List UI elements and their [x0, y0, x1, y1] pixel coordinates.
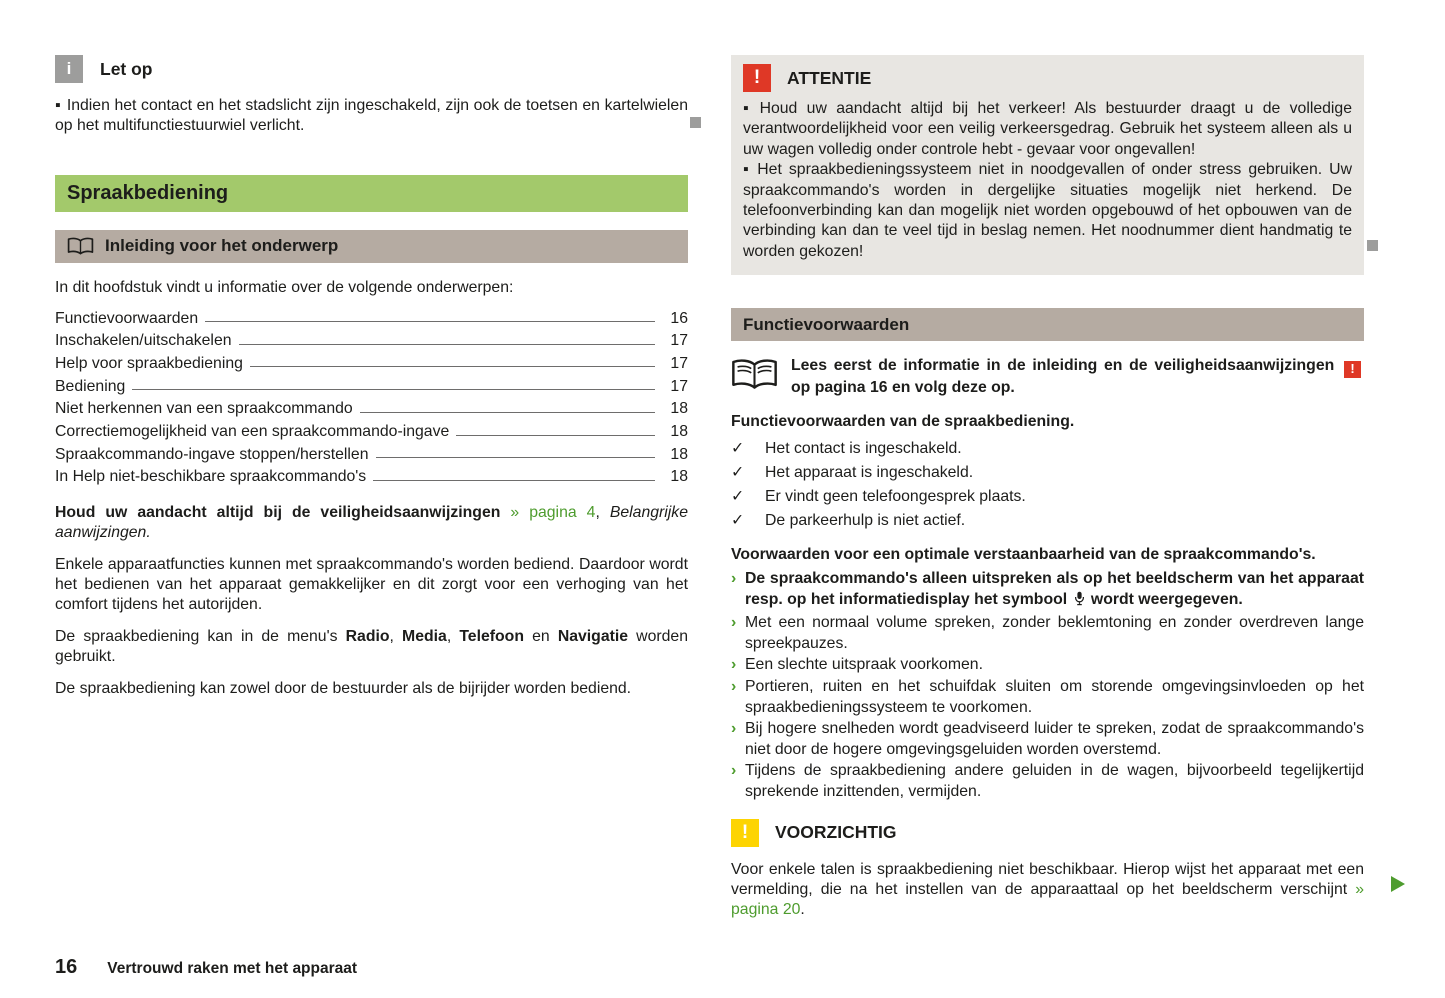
toc-page-number: 18	[670, 468, 688, 486]
page-footer	[55, 956, 357, 979]
tip-text	[745, 613, 1364, 654]
toc-page-number: 17	[670, 377, 688, 395]
tip-row	[731, 655, 1364, 676]
check-icon: ✓	[731, 512, 745, 530]
chapter-title: Vertrouwd raken met het apparaat	[107, 960, 358, 977]
toc-label: Functievoorwaarden	[55, 309, 199, 327]
text-segment: Portieren, ruiten en het schuifdak sluiten om storende omgevingsinvloeden op het spraakbedieningssysteem te voorkomen.	[745, 677, 1364, 716]
section-header: Spraakbediening	[55, 175, 688, 212]
text-segment: ,	[595, 503, 610, 521]
book-icon	[731, 358, 778, 390]
text-segment: Met een normaal volume spreken, zonder beklemtoning en zonder overdreven lange spreekpauzes.	[745, 614, 1364, 652]
section-end-marker	[1367, 240, 1378, 251]
toc-row	[55, 307, 688, 330]
note-header	[55, 55, 688, 83]
toc-label: Niet herkennen van een spraakcommando	[55, 400, 353, 418]
condition-row	[731, 509, 1364, 533]
functievoorwaarden-header-title: Functievoorwaarden	[743, 314, 910, 334]
text-segment: Voor enkele talen is spraakbediening niet beschikbaar. Hierop wijst het apparaat met een vermelding, die na het instellen van de apparaattaal op het beeldscherm verschijnt	[731, 860, 1364, 898]
info-icon: i	[55, 55, 83, 83]
text-segment: Bij hogere snelheden wordt geadviseerd luider te spreken, zodat de spraakcommando's niet door de hogere omgevingsgeluiden worden overstemd.	[745, 720, 1364, 758]
paragraph-menus	[55, 627, 688, 668]
toc-label: Help voor spraakbediening	[55, 354, 243, 372]
text-segment: Tijdens de spraakbediening andere geluiden in de wagen, bijvoorbeeld tegelijkertijd sprekende inzittenden, vermijden.	[745, 762, 1364, 800]
page-number: 16	[55, 956, 78, 978]
toc-row	[55, 375, 688, 398]
toc-page-number: 18	[670, 423, 688, 440]
toc-row	[55, 330, 688, 353]
attention-box	[731, 55, 1364, 275]
attention-body	[743, 99, 1352, 262]
toc-label: Bediening	[55, 377, 126, 395]
check-icon: ✓	[731, 488, 745, 506]
caution-icon: !	[731, 819, 759, 847]
condition-row	[731, 437, 1364, 461]
condition-row	[731, 485, 1364, 509]
square-bullet-icon: ▪	[55, 97, 61, 114]
intro-header-title: Inleiding voor het onderwerp	[105, 236, 339, 256]
book-icon	[67, 237, 94, 255]
check-icon: ✓	[731, 463, 745, 481]
section-end-marker	[690, 117, 701, 128]
toc-leader-line	[456, 435, 655, 436]
toc-page-number: 17	[670, 332, 688, 350]
link-pagina-20[interactable]: » pagina 20	[731, 880, 1364, 919]
attention-paragraph	[743, 99, 1352, 160]
toc-row	[55, 421, 688, 444]
caution-body	[731, 860, 1364, 921]
tip-text	[745, 719, 1364, 760]
toc-page-number: 18	[670, 400, 688, 418]
toc-leader-line	[205, 321, 655, 322]
text-segment: wordt weergegeven.	[1086, 590, 1243, 608]
condition-text: Het contact is ingeschakeld.	[765, 439, 962, 457]
toc-page-number: 16	[670, 309, 688, 327]
toc-label: Correctiemogelijkheid van een spraakcommando-ingave	[55, 423, 450, 440]
toc-page-number: 17	[670, 354, 688, 372]
text-segment: Telefoon	[459, 627, 524, 645]
functievoorwaarden-header-bar	[731, 308, 1364, 341]
caution-header	[731, 819, 1364, 847]
text-segment: Media	[402, 627, 447, 645]
toc-label: Inschakelen/uitschakelen	[55, 332, 232, 350]
toc-row	[55, 443, 688, 466]
toc-list	[55, 307, 688, 489]
text-segment: Lees eerst de informatie in de inleiding en de veiligheidsaanwijzingen	[791, 357, 1341, 375]
toc-leader-line	[376, 457, 656, 458]
tip-text	[745, 655, 1364, 676]
text-segment: en	[523, 627, 558, 645]
attention-text: Het spraakbedieningssysteem niet in noodgevallen of onder stress gebruiken. Uw spraakcommando's worden in dergelijke situaties mogelijk niet herkend. De telefoonverbinding kan dan mogelijk niet worden opgebouwd of het opbouwen van de verbinding kan dan te veel tijd in beslag nemen. Het noodnummer dient handmatig te worden gekozen!	[743, 161, 1352, 260]
text-segment: .	[800, 901, 805, 919]
text-segment: De spraakbediening kan in de menu's	[55, 627, 346, 645]
paragraph: Enkele apparaatfuncties kunnen met spraakcommando's worden bediend. Daardoor wordt het bedienen van het apparaat gemakkelijker en dit zorgt voor een verhoging van het comfort tijdens het autorijden.	[55, 555, 688, 614]
toc-leader-line	[360, 412, 655, 413]
check-icon: ✓	[731, 439, 745, 457]
tip-row	[731, 761, 1364, 802]
note-title: Let op	[100, 58, 153, 79]
condition-text: Er vindt geen telefoongesprek plaats.	[765, 488, 1026, 506]
text-segment: Navigatie	[557, 627, 629, 645]
text-segment: ,	[446, 627, 460, 645]
link-pagina-4[interactable]: » pagina 4	[510, 503, 596, 521]
condition-row	[731, 461, 1364, 485]
toc-leader-line	[373, 480, 655, 481]
paragraph: De spraakbediening kan zowel door de bestuurder als de bijrijder worden bediend.	[55, 679, 632, 697]
safety-paragraph	[55, 503, 688, 544]
text-segment: Een slechte uitspraak voorkomen.	[745, 656, 983, 674]
toc-row	[55, 398, 688, 421]
text-segment: .	[146, 524, 151, 542]
right-column	[731, 55, 1364, 921]
chevron-bullet-icon: ›	[731, 656, 737, 674]
warning-icon: !	[743, 64, 771, 92]
text-segment: op pagina 16 en volg deze op.	[791, 378, 1015, 396]
tip-row	[731, 613, 1364, 654]
optimal-conditions-title: Voorwaarden voor een optimale verstaanbaarheid van de spraakcommando's.	[731, 545, 1316, 563]
attention-paragraph	[743, 160, 1352, 262]
left-column	[55, 55, 688, 699]
square-bullet-icon: ▪	[743, 161, 752, 179]
text-segment: Houd uw aandacht altijd bij de veiligheidsaanwijzingen	[55, 503, 511, 521]
condition-text: De parkeerhulp is niet actief.	[765, 512, 966, 530]
text-segment: Belangrijke aanwijzingen	[55, 503, 688, 542]
toc-leader-line	[239, 344, 655, 345]
text-segment: Radio	[345, 627, 390, 645]
continuation-arrow-icon	[1391, 876, 1405, 892]
tip-text	[745, 677, 1364, 718]
toc-lead: In dit hoofdstuk vindt u informatie over de volgende onderwerpen:	[55, 278, 514, 296]
chevron-bullet-icon: ›	[731, 677, 737, 695]
tip-row	[731, 719, 1364, 760]
chevron-bullet-icon: ›	[731, 720, 737, 738]
toc-page-number: 18	[670, 445, 688, 463]
attention-text: Houd uw aandacht altijd bij het verkeer! Als bestuurder draagt u de volledige verantwoordelijkheid voor een veilig verkeersgedrag. Gebruik het systeem alleen als u uw wagen volledig onder controle hebt - gevaar voor ongevallen!	[743, 100, 1352, 158]
toc-label: Spraakcommando-ingave stoppen/herstellen	[55, 445, 369, 463]
condition-text: Het apparaat is ingeschakeld.	[765, 463, 974, 481]
tip-text	[745, 569, 1364, 612]
tip-row	[731, 677, 1364, 718]
toc-label: In Help niet-beschikbare spraakcommando's	[55, 468, 367, 486]
tip-text	[745, 761, 1364, 802]
microphone-icon	[1074, 591, 1085, 613]
chevron-bullet-icon: ›	[731, 762, 737, 780]
chevron-bullet-icon: ›	[731, 569, 737, 587]
warning-icon: !	[1344, 361, 1361, 378]
read-first-text	[791, 356, 1364, 398]
text-segment: De spraakcommando's alleen uitspreken als op het beeldscherm van het apparaat resp. op het informatiedisplay het symbool	[745, 569, 1364, 608]
read-first-note	[731, 356, 1364, 398]
attention-header	[743, 64, 1352, 92]
attention-title: ATTENTIE	[787, 67, 872, 88]
conditions-title: Functievoorwaarden van de spraakbediening.	[731, 413, 1075, 431]
square-bullet-icon: ▪	[743, 100, 754, 117]
toc-row	[55, 353, 688, 376]
toc-leader-line	[250, 366, 655, 367]
note-body	[55, 96, 688, 137]
tips-list	[731, 569, 1364, 803]
text-segment: ,	[389, 627, 403, 645]
tip-row	[731, 569, 1364, 612]
toc-row	[55, 466, 688, 489]
text-segment: worden gebruikt.	[55, 627, 688, 666]
caution-title: VOORZICHTIG	[775, 822, 897, 843]
conditions-list	[731, 437, 1364, 534]
chevron-bullet-icon: ›	[731, 614, 737, 632]
toc-leader-line	[132, 389, 655, 390]
intro-header-bar	[55, 230, 688, 263]
note-text: Indien het contact en het stadslicht zijn ingeschakeld, zijn ook de toetsen en kartelwielen op het multifunctiestuurwiel verlicht.	[55, 97, 688, 135]
